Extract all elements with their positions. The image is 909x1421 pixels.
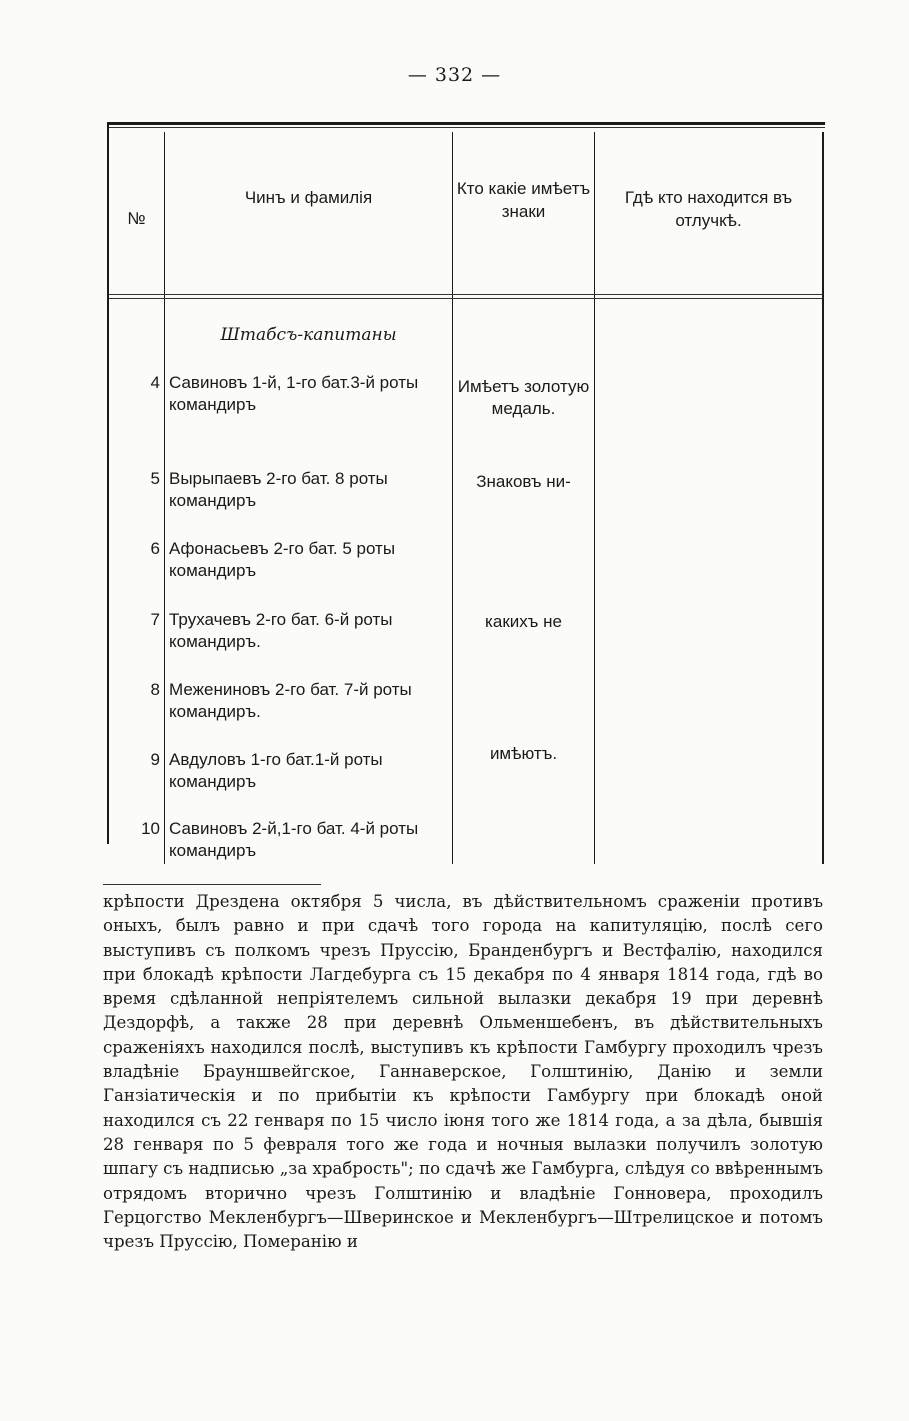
row-number: 8 — [150, 680, 160, 699]
section-title: Штабсъ-капитаны — [220, 325, 397, 345]
table-row — [103, 818, 825, 880]
marks-group-line1: Знаковъ ни- — [476, 472, 571, 491]
header-marks: Кто какіе имѣетъ знаки — [456, 179, 591, 221]
officers-table — [103, 122, 825, 864]
marks-row4: Имѣетъ золотую медаль. — [457, 377, 590, 418]
row-rank-name: Трухачевъ 2-го бат. 6-й роты командиръ. — [169, 610, 393, 651]
row-rank-name: Межениновъ 2-го бат. 7-й роты командиръ. — [169, 680, 412, 721]
row-number: 9 — [150, 750, 160, 769]
row-rank-name: Афонасьевъ 2-го бат. 5 роты командиръ — [169, 539, 396, 580]
header-rule-double — [109, 298, 823, 299]
row-number: 5 — [150, 469, 160, 488]
marks-group-line2: какихъ не — [485, 612, 562, 631]
row-number: 10 — [141, 819, 160, 838]
table-top-rule — [107, 122, 825, 125]
marks-group-line3: имѣютъ. — [489, 744, 558, 763]
table-top-thin-rule — [107, 127, 825, 128]
row-rank-name: Савиновъ 2-й,1-го бат. 4-й роты командиръ — [169, 819, 419, 860]
header-rank-name: Чинъ и фамилія — [244, 188, 373, 207]
table-row — [103, 538, 825, 600]
text-separator-rule — [103, 884, 321, 885]
header-number: № — [127, 209, 146, 228]
row-rank-name: Савиновъ 1-й, 1-го бат.3-й роты командиръ — [169, 373, 419, 414]
table-row — [103, 679, 825, 741]
row-rank-name: Вырыпаевъ 2-го бат. 8 роты командиръ — [169, 469, 388, 510]
body-paragraph: крѣпости Дрездена октября 5 числа, въ дѣйствительномъ сраженіи противъ оныхъ, былъ равно и при сдачѣ того города на капитуляцію, послѣ сего выступивъ съ полкомъ чрезъ Пруссію, Бранденбургъ и Вестфалію, находился при блокадѣ крѣпости Лагдебурга съ 15 декабря по 4 января 1814 года, гдѣ во время сдѣланной непріятелемъ сильной вылазки декабря 19 при деревнѣ Дездорфѣ, а также 28 при деревнѣ Ольменшебенъ, въ дѣйствительныхъ сраженіяхъ находился послѣ, выступивъ къ крѣпости Гамбургу проходилъ чрезъ владѣніе Брауншвейгское, Ганнаверское, Голштинію, Данію и земли Ганзіатическія и по прибытіи къ крѣпости Гамбургу при блокадѣ оной находился съ 22 генваря по 15 число іюня того же 1814 года, а за дѣла, бывшія 28 генваря по 5 февраля того же года и ночныя вылазки получилъ золотую шпагу съ надписью „за храбрость"; по сдачѣ же Гамбурга, слѣдуя со ввѣреннымъ отрядомъ вторично чрезъ Голштинію и владѣніе Гонновера, проходилъ Герцогство Мекленбургъ—Шверинское и Мекленбургъ—Штрелицское и потомъ чрезъ Пруссію, Померанію и — [103, 892, 823, 1252]
row-number: 4 — [150, 373, 160, 392]
row-rank-name: Авдуловъ 1-го бат.1-й роты командиръ — [169, 750, 383, 791]
page-number: — 332 — — [407, 64, 502, 86]
header-location: Гдѣ кто находится въ отлучкѣ. — [624, 188, 793, 230]
header-rule — [109, 294, 823, 295]
row-number: 6 — [150, 539, 160, 558]
row-number: 7 — [150, 610, 160, 629]
